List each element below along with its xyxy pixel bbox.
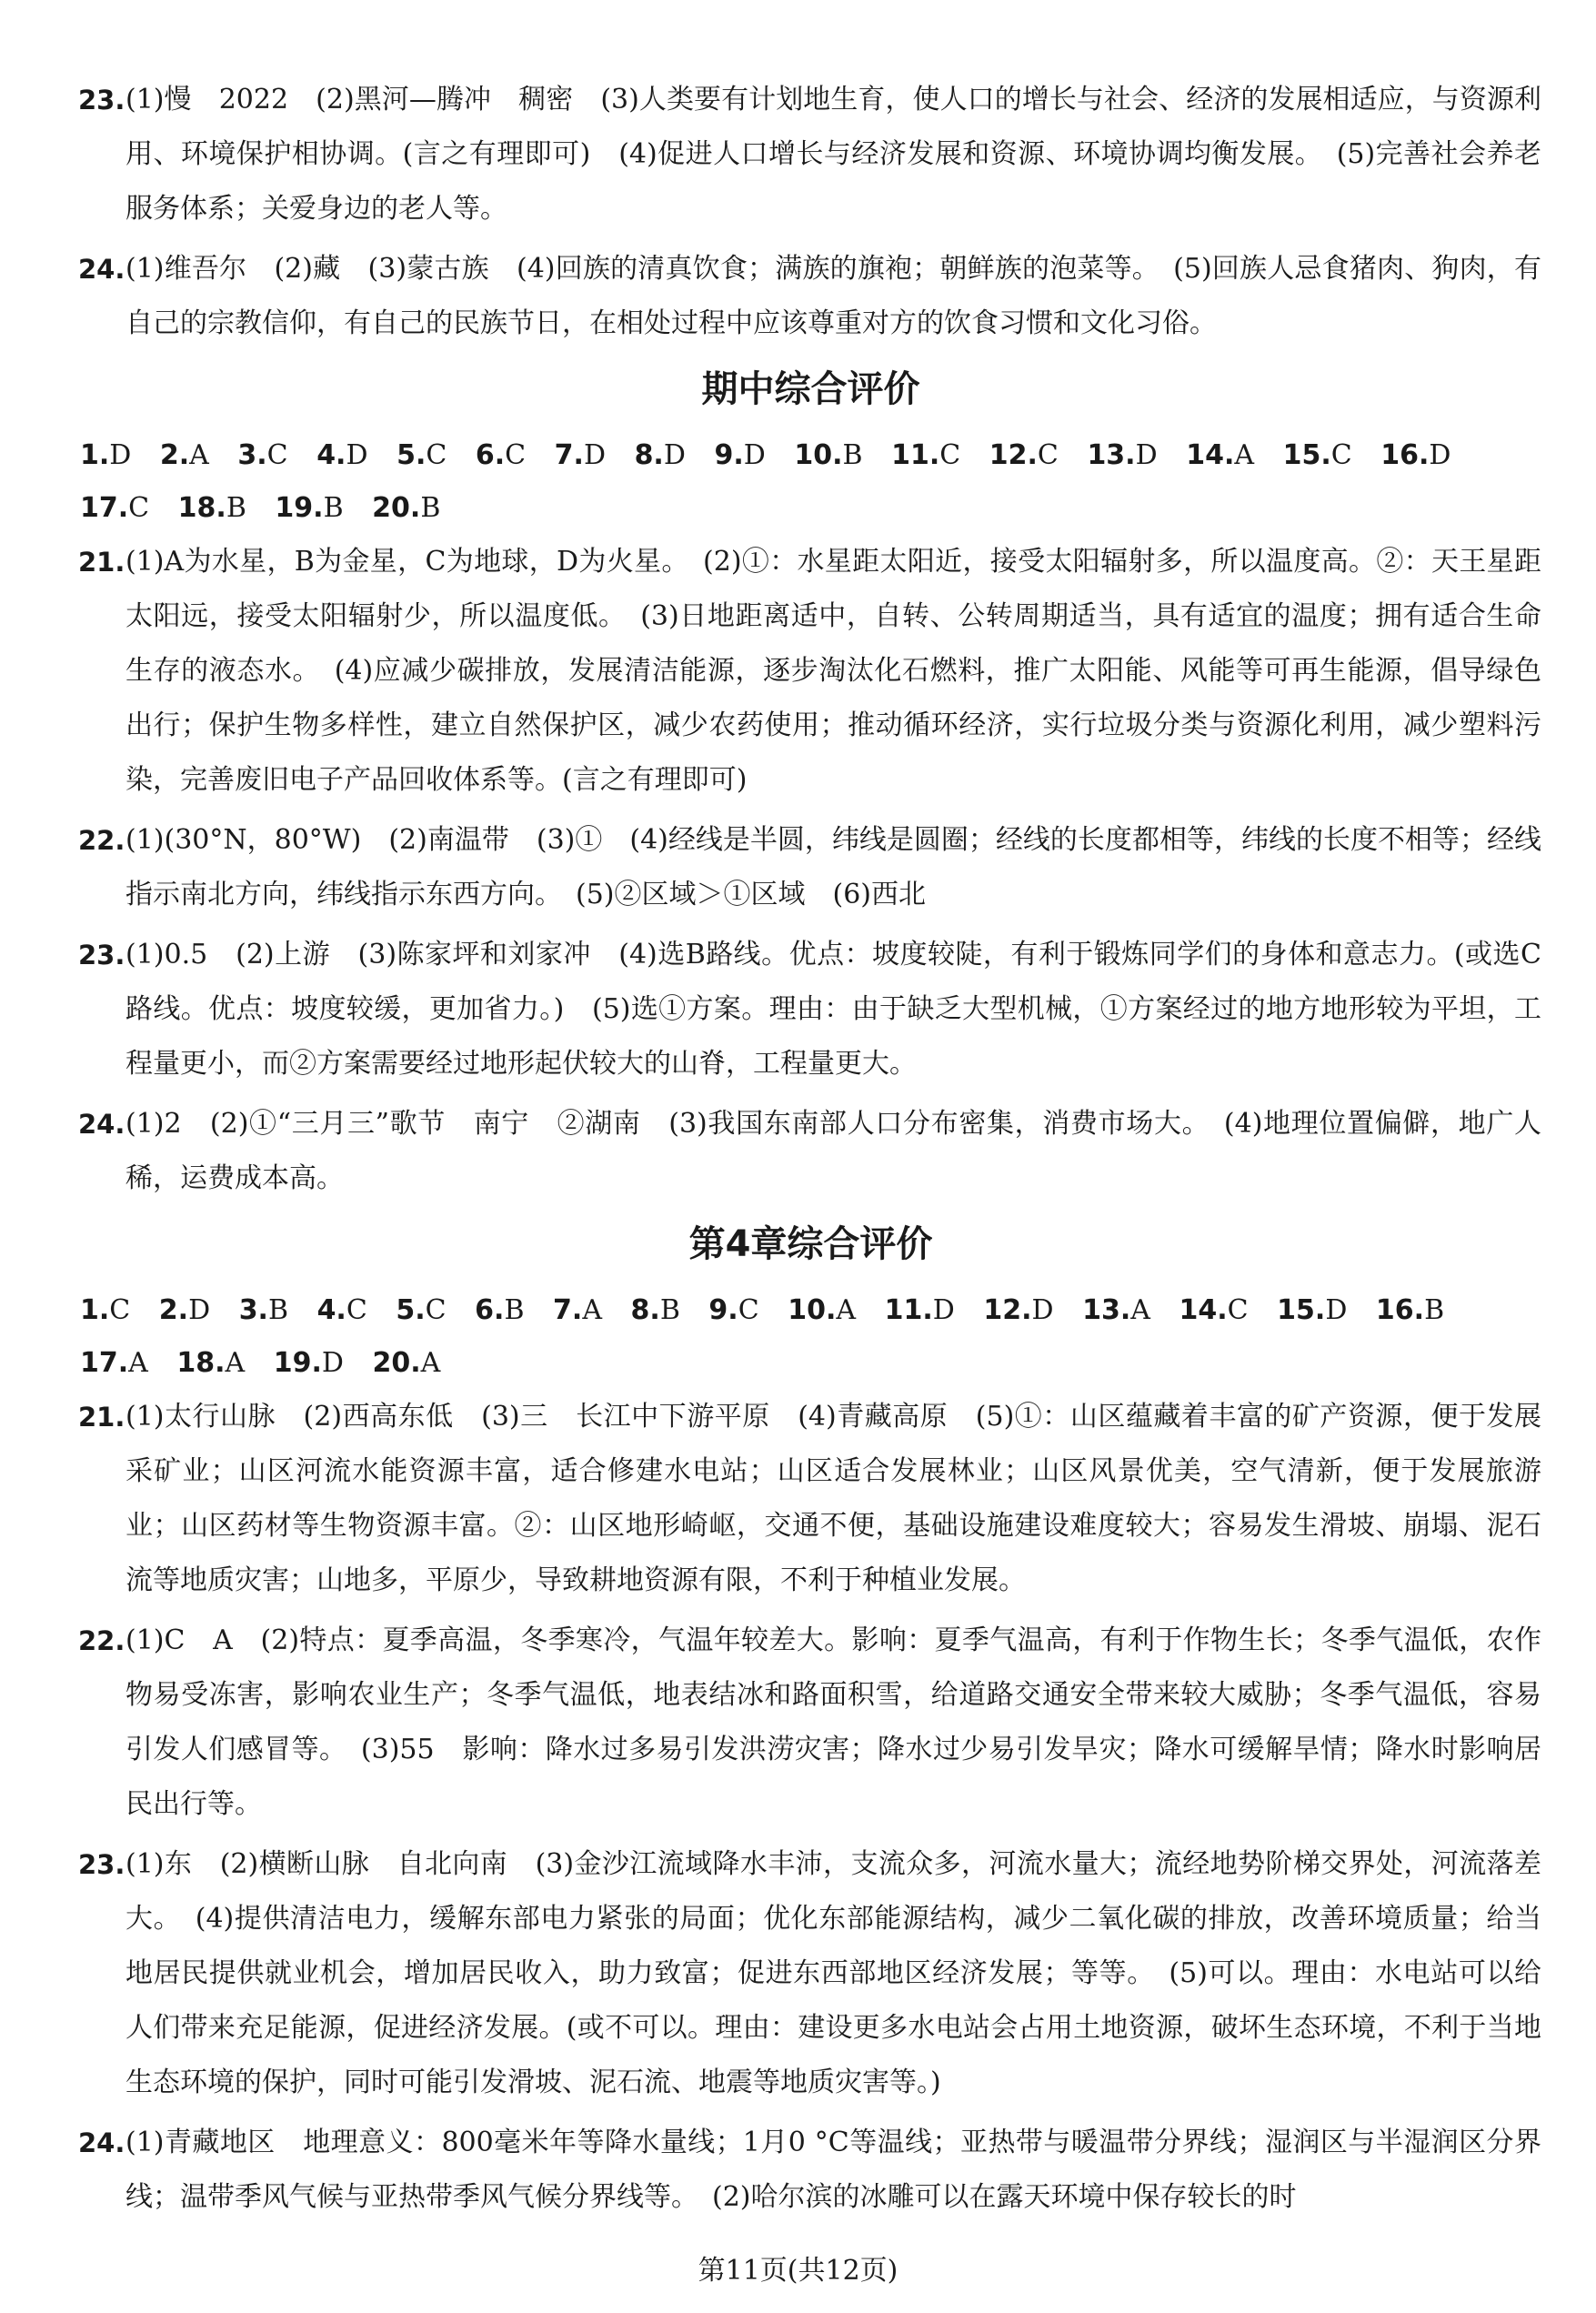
answer-item bbox=[80, 1390, 1541, 1608]
choice-answer: 17.A bbox=[80, 1347, 148, 1379]
midterm-choice-answers bbox=[80, 429, 1541, 535]
answer-item bbox=[80, 1614, 1541, 1832]
choice-answer: 12.D bbox=[983, 1294, 1054, 1326]
choice-answer: 7.A bbox=[553, 1294, 602, 1326]
choice-answer: 14.A bbox=[1186, 439, 1255, 471]
choice-answer: 11.C bbox=[891, 439, 961, 471]
choice-answer: 16.D bbox=[1380, 439, 1451, 471]
question-number: 23. bbox=[78, 85, 125, 116]
answer-item bbox=[80, 928, 1541, 1091]
answer-text: (1)C A (2)特点：夏季高温，冬季寒冷，气温年较差大。影响：夏季气温高，有利于作物生长；冬季气温低，农作物易受冻害，影响农业生产；冬季气温低，地表结冰和路面积雪，给道路交通安全带来较大威胁；冬季气温低，容易引发人们感冒等。 (3)55 影响：降水过多易引发洪涝灾害；降水过少易引发旱灾；降水可缓解旱情；降水时影响居民出行等。 bbox=[125, 1624, 1541, 1820]
choice-row bbox=[80, 482, 1541, 535]
question-number: 22. bbox=[78, 825, 125, 856]
chapter4-choice-answers bbox=[80, 1284, 1541, 1390]
answer-item bbox=[80, 2116, 1541, 2225]
choice-answer: 7.D bbox=[554, 439, 607, 471]
choice-answer: 2.A bbox=[159, 439, 209, 471]
question-number: 21. bbox=[78, 1402, 125, 1433]
section-title-midterm: 期中综合评价 bbox=[701, 368, 920, 410]
answer-item bbox=[80, 1837, 1541, 2110]
choice-answer: 10.A bbox=[788, 1294, 857, 1326]
choice-row bbox=[80, 429, 1541, 482]
choice-answer: 5.C bbox=[396, 439, 447, 471]
answer-item bbox=[80, 73, 1541, 236]
answer-text: (1)慢 2022 (2)黑河—腾冲 稠密 (3)人类要有计划地生育，使人口的增长与社会、经济的发展相适应，与资源利用、环境保护相协调。(言之有理即可) (4)促进人口增长与经济发展和资源、环境协调均衡发展。 (5)完善社会养老服务体系；关爱身边的老人等。 bbox=[125, 84, 1541, 225]
choice-answer: 3.B bbox=[238, 1294, 289, 1326]
choice-answer: 8.D bbox=[634, 439, 686, 471]
choice-answer: 8.B bbox=[630, 1294, 680, 1326]
choice-row bbox=[80, 1337, 1541, 1390]
choice-answer: 5.C bbox=[396, 1294, 447, 1326]
answer-text: (1)(30°N，80°W) (2)南温带 (3)① (4)经线是半圆，纬线是圆圈；经线的长度都相等，纬线的长度不相等；经线指示南北方向，纬线指示东西方向。 (5)②区域＞①区域 (6)西北 bbox=[125, 824, 1541, 910]
chapter4-written-answers bbox=[80, 1390, 1541, 2225]
choice-answer: 11.D bbox=[884, 1294, 955, 1326]
choice-answer: 13.D bbox=[1087, 439, 1158, 471]
section-title-chapter4: 第4章综合评价 bbox=[688, 1223, 933, 1265]
choice-answer: 19.D bbox=[273, 1347, 344, 1379]
choice-answer: 3.C bbox=[237, 439, 288, 471]
choice-answer: 9.D bbox=[714, 439, 766, 471]
answer-text: (1)2 (2)①“三月三”歌节 南宁 ②湖南 (3)我国东南部人口分布密集，消费市场大。 (4)地理位置偏僻，地广人稀，运费成本高。 bbox=[125, 1108, 1541, 1194]
answer-item bbox=[80, 242, 1541, 351]
choice-answer: 2.D bbox=[158, 1294, 211, 1326]
answer-item bbox=[80, 1097, 1541, 1206]
question-number: 24. bbox=[78, 254, 125, 285]
top-answers bbox=[80, 73, 1541, 351]
choice-answer: 4.D bbox=[316, 439, 368, 471]
choice-answer: 19.B bbox=[275, 492, 344, 524]
choice-answer: 20.B bbox=[372, 492, 441, 524]
question-number: 21. bbox=[78, 547, 125, 578]
choice-answer: 14.C bbox=[1179, 1294, 1249, 1326]
choice-row bbox=[80, 1284, 1541, 1337]
answer-text: (1)维吾尔 (2)藏 (3)蒙古族 (4)回族的清真饮食；满族的旗袍；朝鲜族的泡菜等。 (5)回族人忌食猪肉、狗肉，有自己的宗教信仰，有自己的民族节日，在相处过程中应该尊重对方的饮食习惯和文化习俗。 bbox=[125, 253, 1541, 339]
choice-answer: 1.D bbox=[80, 439, 132, 471]
choice-answer: 9.C bbox=[708, 1294, 759, 1326]
answer-text: (1)A为水星，B为金星，C为地球，D为火星。 (2)①：水星距太阳近，接受太阳辐射多，所以温度高。②：天王星距太阳远，接受太阳辐射少，所以温度低。 (3)日地距离适中，自转、公转周期适当，具有适宜的温度；拥有适合生命生存的液态水。 (4)应减少碳排放，发展清洁能源，逐步淘汰化石燃料，推广太阳能、风能等可再生能源，倡导绿色出行；保护生物多样性，建立自然保护区，减少农药使用；推动循环经济，实行垃圾分类与资源化利用，减少塑料污染，完善废旧电子产品回收体系等。(言之有理即可) bbox=[125, 546, 1541, 796]
choice-answer: 16.B bbox=[1375, 1294, 1445, 1326]
choice-answer: 15.D bbox=[1277, 1294, 1348, 1326]
answer-text: (1)0.5 (2)上游 (3)陈家坪和刘家冲 (4)选B路线。优点：坡度较陡，有利于锻炼同学们的身体和意志力。(或选C路线。优点：坡度较缓，更加省力。) (5)选①方案。理由：由于缺乏大型机械，①方案经过的地方地形较为平坦，工程量更小，而②方案需要经过地形起伏较大的山脊，工程量更大。 bbox=[125, 939, 1541, 1080]
choice-answer: 12.C bbox=[989, 439, 1059, 471]
choice-answer: 15.C bbox=[1282, 439, 1352, 471]
choice-answer: 10.B bbox=[794, 439, 863, 471]
question-number: 24. bbox=[78, 2127, 125, 2158]
question-number: 22. bbox=[78, 1625, 125, 1656]
answer-text: (1)太行山脉 (2)西高东低 (3)三 长江中下游平原 (4)青藏高原 (5)①：山区蕴藏着丰富的矿产资源，便于发展采矿业；山区河流水能资源丰富，适合修建水电站；山区适合发展林业；山区风景优美，空气清新，便于发展旅游业；山区药材等生物资源丰富。②：山区地形崎岖，交通不便，基础设施建设难度较大；容易发生滑坡、崩塌、泥石流等地质灾害；山地多，平原少，导致耕地资源有限，不利于种植业发展。 bbox=[125, 1401, 1541, 1596]
question-number: 24. bbox=[78, 1109, 125, 1140]
choice-answer: 6.B bbox=[475, 1294, 525, 1326]
question-number: 23. bbox=[78, 940, 125, 970]
choice-answer: 4.C bbox=[316, 1294, 367, 1326]
choice-answer: 18.A bbox=[176, 1347, 246, 1379]
question-number: 23. bbox=[78, 1849, 125, 1880]
choice-answer: 13.A bbox=[1082, 1294, 1150, 1326]
midterm-written-answers bbox=[80, 535, 1541, 1206]
answer-item bbox=[80, 535, 1541, 808]
choice-answer: 6.C bbox=[475, 439, 527, 471]
choice-answer: 20.A bbox=[372, 1347, 441, 1379]
choice-answer: 17.C bbox=[80, 492, 150, 524]
answer-item bbox=[80, 813, 1541, 922]
answer-text: (1)东 (2)横断山脉 自北向南 (3)金沙江流域降水丰沛，支流众多，河流水量大；流经地势阶梯交界处，河流落差大。 (4)提供清洁电力，缓解东部电力紧张的局面；优化东部能源结构，减少二氧化碳的排放，改善环境质量；给当地居民提供就业机会，增加居民收入，助力致富；促进东西部地区经济发展；等等。 (5)可以。理由：水电站可以给人们带来充足能源，促进经济发展。(或不可以。理由：建设更多水电站会占用土地资源，破坏生态环境，不利于当地生态环境的保护，同时可能引发滑坡、泥石流、地震等地质灾害等。) bbox=[125, 1848, 1541, 2098]
answer-text: (1)青藏地区 地理意义：800毫米年等降水量线；1月0 °C等温线；亚热带与暖温带分界线；湿润区与半湿润区分界线；温带季风气候与亚热带季风气候分界线等。 (2)哈尔滨的冰雕可以在露天环境中保存较长的时 bbox=[125, 2127, 1541, 2213]
choice-answer: 1.C bbox=[80, 1294, 131, 1326]
choice-answer: 18.B bbox=[177, 492, 246, 524]
page-footer: 第11页(共12页) bbox=[698, 2255, 898, 2287]
